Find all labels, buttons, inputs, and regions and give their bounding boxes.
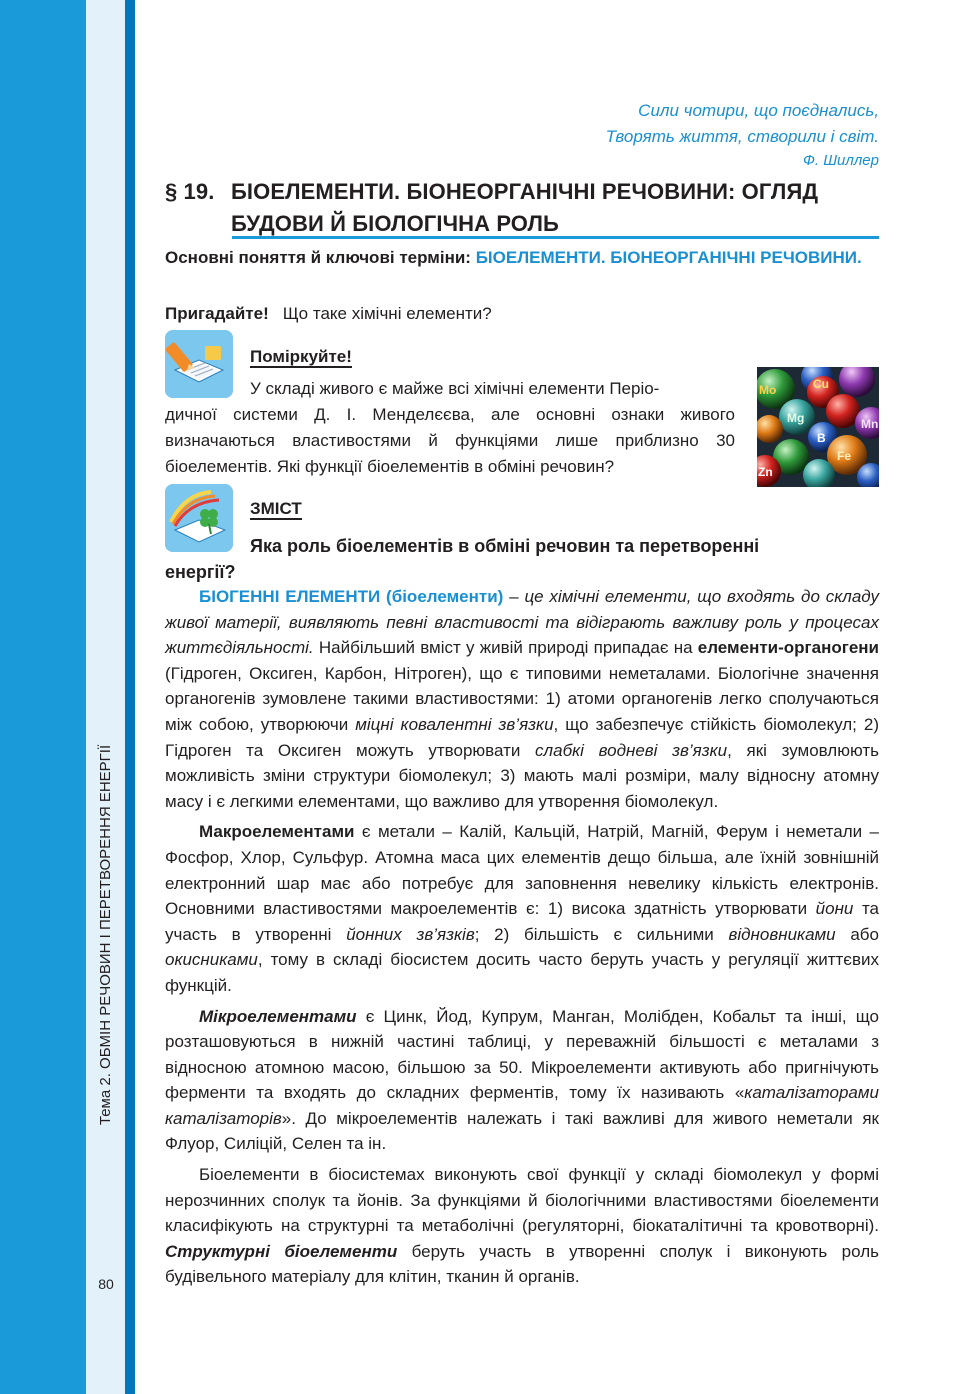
term-structural: Структурні біоелементи bbox=[165, 1241, 398, 1261]
content-heading: ЗМІСТ bbox=[250, 499, 302, 518]
think-first-line: У складі живого є майже всі хімічні елементи Періо- bbox=[250, 379, 660, 398]
chapter-title-line: БІОЕЛЕМЕНТИ. БІОНЕОРГАНІЧНІ РЕЧОВИНИ: ОГЛЯД bbox=[231, 179, 819, 204]
lesson-question-line: енергії? bbox=[165, 562, 236, 582]
element-label-mg: Mg bbox=[787, 411, 805, 425]
definition: це хімічні елементи, що входять до складу живої матерії, виявляють певні властивості та відіграють важливу роль у процесах життєдіяльності. bbox=[165, 587, 879, 658]
element-label-fe: Fe bbox=[837, 449, 852, 463]
lesson-question bbox=[165, 533, 879, 585]
chapter-title-line: БУДОВИ Й БІОЛОГІЧНА РОЛЬ bbox=[231, 211, 559, 236]
lesson-question-line: Яка роль біоелементів в обміні речовин та перетворенні bbox=[250, 536, 760, 556]
chapter-number: § 19. bbox=[165, 179, 215, 204]
epigraph-author: Ф. Шиллер bbox=[802, 152, 879, 169]
key-terms-list: БІОЕЛЕМЕНТИ. БІОНЕОРГАНІЧНІ РЕЧОВИНИ. bbox=[475, 248, 862, 267]
term-organogens: елементи-органогени bbox=[697, 638, 879, 658]
element-label-zn: Zn bbox=[758, 465, 773, 479]
paragraph-functions: Біоелементи в біосистемах виконують свої функції у складі біомолекул у формі нерозчинних сполук та йонів. За функціями й біологічними властивостями біоелементи класифікують на структурні та метаболічні (регуляторні, біокаталітичні та кровотворні). Структурні біоелементи беруть участь в утворенні сполук і виконують роль будівельного матеріалу для клітин, тканин й органів. bbox=[165, 1165, 879, 1287]
think-heading: Поміркуйте! bbox=[250, 347, 352, 366]
element-label-cu: Cu bbox=[813, 377, 829, 391]
title-underline bbox=[232, 236, 879, 239]
term-biogenic: БІОГЕННІ ЕЛЕМЕНТИ (біоелементи) bbox=[199, 587, 504, 606]
element-spheres-image bbox=[757, 367, 879, 487]
remember-label: Пригадайте! bbox=[165, 304, 269, 323]
term-macroelements: Макроелементами bbox=[199, 822, 355, 842]
body-text bbox=[165, 584, 879, 1295]
epigraph-line: Творять життя, створили і світ. bbox=[605, 127, 879, 146]
element-label-b: B bbox=[817, 431, 826, 445]
think-rest: дичної системи Д. І. Менделєєва, але основні ознаки живого визначаються властивостями й функціями лише приблизно 30 біоелементів. Які функції біоелементів в обміні речовин? bbox=[165, 405, 735, 476]
paragraph-micro: Мікроелементами є Цинк, Йод, Купрум, Манган, Молібден, Кобальт та інші, що розташовуються в нижній частині таблиці, у переважній більшості є металами з відносною атомною масою, більшою за 50. Мікроелементи активують або пригнічують ферменти та входять до складних ферментів, тому їх називають «каталізаторами каталізаторів». До мікроелементів належать і такі важливі для живого неметали як Флуор, Силіцій, Селен та ін. bbox=[165, 1006, 879, 1154]
key-terms-label: Основні поняття й ключові терміни: bbox=[165, 248, 471, 267]
paragraph-macro: Макроелементами є метали – Калій, Кальцій, Натрій, Магній, Ферум і неметали – Фосфор, Хлор, Сульфур. Атомна маса цих елементів дещо більша, але їхній зовнішній електронний шар має або потребує для заповнення невелику кількість електронів. Основними властивостями макроелементів є: 1) висока здатність утворювати йони та участь в утворенні йонних зв’язків; 2) більшість є сильними відновниками або окисниками, тому в складі біосистем досить часто беруть участь у регуляції життєвих функцій. bbox=[165, 822, 880, 995]
term-microelements: Мікроелементами bbox=[199, 1006, 357, 1026]
key-terms bbox=[165, 245, 879, 271]
element-label-mo: Mo bbox=[759, 383, 777, 397]
topic-title: Тема 2. ОБМІН РЕЧОВИН І ПЕРЕТВОРЕННЯ ЕНЕРГІЇ bbox=[97, 744, 114, 1126]
remember-question: Що таке хімічні елементи? bbox=[282, 304, 492, 323]
epigraph-line: Сили чотири, що поєднались, bbox=[638, 101, 879, 120]
think-text bbox=[165, 376, 735, 480]
margin-stripe-dark bbox=[125, 0, 135, 1394]
element-label-mn: Mn bbox=[861, 417, 879, 431]
chapter-title bbox=[165, 176, 885, 240]
epigraph bbox=[606, 98, 879, 172]
margin-stripe bbox=[0, 0, 86, 1394]
paragraph-biogenic: БІОГЕННІ ЕЛЕМЕНТИ (біоелементи) – це хімічні елементи, що входять до складу живої матерії, виявляють певні властивості та відіграють важливу роль у процесах життєдіяльності. Найбільший вміст у живій природі припадає на елементи-органогени (Гідроген, Оксиген, Карбон, Нітроген), що є типовими неметалами. Біологічне значення органогенів зумовлене такими властивостями: 1) атоми органогенів легко сполучаються між собою, утворюючи міцні ковалентні зв’язки, що забезпечує стійкість біомолекул; 2) Гідроген та Оксиген можуть утворювати слабкі водневі зв’язки, які зумовлюють можливість зміни структури біомолекул; 3) мають малі розміри, малу відносну атомну масу і є легкими елементами, що важливо для утворення біомолекул. bbox=[165, 587, 879, 811]
page-number: 80 bbox=[98, 1276, 114, 1292]
remember-prompt bbox=[165, 301, 492, 327]
